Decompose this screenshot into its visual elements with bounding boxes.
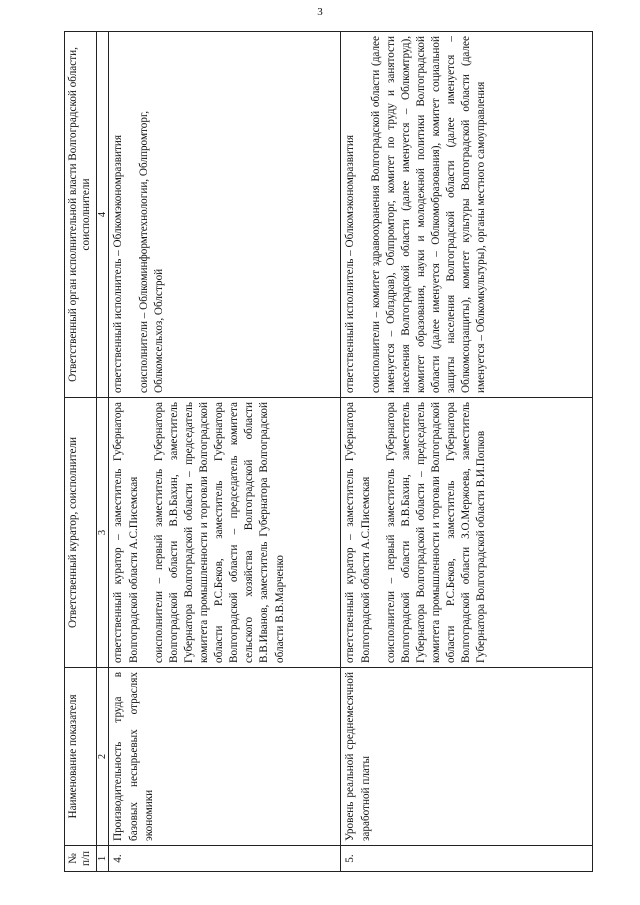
table-header-row bbox=[65, 32, 97, 872]
agency-main: ответственный исполнитель – Облкомэкономразвития bbox=[344, 134, 357, 393]
curator-main: ответственный куратор – заместитель Губернатора Волгоградской области А.С.Писемская bbox=[344, 402, 372, 663]
row-number: 5. bbox=[341, 846, 593, 872]
header-agency: Ответственный орган исполнительной власти Волгоградской области, соисполнители bbox=[65, 32, 97, 398]
column-number: 1 bbox=[96, 846, 109, 872]
responsibility-table bbox=[64, 31, 593, 872]
curator-cell bbox=[109, 398, 341, 668]
header-indicator: Наименование показателя bbox=[65, 668, 97, 846]
indicator-name: Уровень реальной среднемесячной заработной платы bbox=[341, 668, 593, 846]
curator-co: соисполнители – первый заместитель Губернатора Волгоградской области В.В.Бахин, заместитель Губернатора Волгоградской области – председатель комитета промышленности и торговли Волгоградской области Р.С.Беков, заместитель Губернатора Волгоградской области – председатель комитета сельского хозяйства Волгоградской области В.В.Иванов, заместитель Губернатора Волгоградской области В.В.Марченко bbox=[152, 402, 286, 663]
agency-co: соисполнители – комитет здравоохранения Волгоградской области (далее именуется – Облздрав), Облпромторг, комитет по труду и занятости населения Волгоградской области (далее именуется – Облкомтруд), комитет образования, науки и молодежной политики Волгоградской области (далее именуется – Облкомобразования), комитет социальной защиты населения Волгоградской области (далее именуется – Облкомсоцзащиты), комитет культуры Волгоградской области (далее именуется – Облкомкультуры), органы местного самоуправления bbox=[369, 36, 488, 393]
column-number: 3 bbox=[96, 398, 109, 668]
agency-cell bbox=[109, 32, 341, 398]
page-number: 3 bbox=[317, 6, 323, 18]
agency-main: ответственный исполнитель – Облкомэкономразвития bbox=[112, 134, 125, 393]
curator-co: соисполнители – первый заместитель Губернатора Волгоградской области В.В.Бахин, заместитель Губернатора Волгоградской области – председатель комитета промышленности и торговли Волгоградской области Р.С.Беков, заместитель Губернатора Волгоградской области З.О.Мержоева, заместитель Губернатора Волгоградской области В.И.Попков bbox=[384, 402, 488, 663]
header-num: № п/п bbox=[65, 846, 97, 872]
table-row bbox=[109, 32, 341, 872]
rotated-table-container bbox=[64, 32, 604, 872]
agency-cell bbox=[341, 32, 593, 398]
table-row bbox=[341, 32, 593, 872]
row-number: 4. bbox=[109, 846, 341, 872]
agency-co: соисполнители – Облкоминформтехнологии, Облпромторг, Облкомсельхоз, Облстрой bbox=[137, 110, 165, 393]
indicator-name: Производительность труда в базовых несырьевых отраслях экономики bbox=[109, 668, 341, 846]
column-number-row bbox=[96, 32, 109, 872]
column-number: 2 bbox=[96, 668, 109, 846]
curator-main: ответственный куратор – заместитель Губернатора Волгоградской области А.С.Писемская bbox=[112, 402, 140, 663]
column-number: 4 bbox=[96, 32, 109, 398]
curator-cell bbox=[341, 398, 593, 668]
header-curator: Ответственный куратор, соисполнители bbox=[65, 398, 97, 668]
